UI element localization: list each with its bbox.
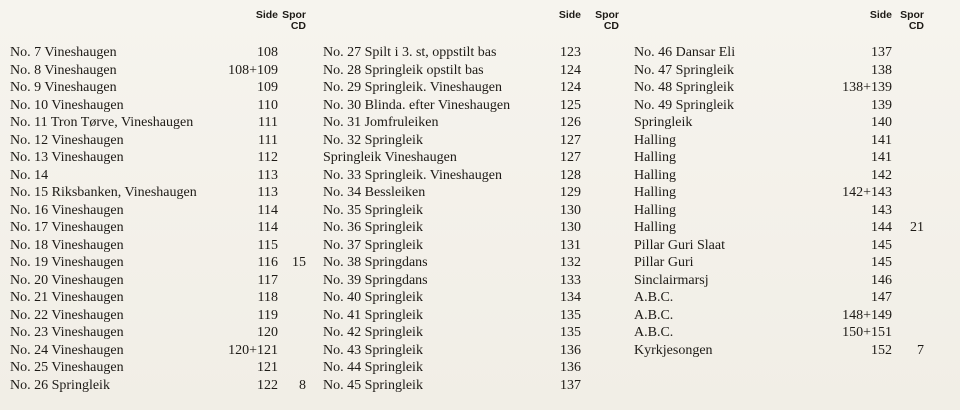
page-number: 125 [560, 97, 581, 113]
page-number: 134 [560, 290, 581, 305]
index-row [634, 167, 944, 185]
index-rows [323, 44, 633, 394]
index-row [10, 184, 320, 202]
side-header: Side [869, 9, 892, 21]
index-row [634, 44, 944, 62]
page-number: 138 [871, 62, 892, 78]
page-number: 127 [560, 150, 581, 165]
tune-title: No. 21 Vineshaugen [10, 290, 124, 305]
tune-title: Halling [634, 185, 676, 200]
index-row [323, 132, 633, 150]
index-row [323, 167, 633, 185]
tune-title: No. 23 Vineshaugen [10, 325, 124, 340]
page-number: 129 [560, 185, 581, 200]
page-number: 124 [560, 62, 581, 78]
page-number: 142+143 [842, 185, 892, 200]
tune-title: No. 42 Springleik [323, 325, 423, 340]
page-number: 127 [560, 132, 581, 148]
page-number: 146 [871, 272, 892, 288]
page-number: 123 [560, 45, 581, 60]
page-number: 114 [257, 220, 278, 235]
tune-title: No. 34 Bessleiken [323, 185, 426, 200]
page-number: 108 [257, 45, 278, 60]
page-number: 140 [871, 115, 892, 130]
page-number: 145 [871, 255, 892, 270]
tune-title: No. 27 Spilt i 3. st, oppstilt bas [323, 45, 497, 60]
index-row [10, 324, 320, 342]
index-row [10, 237, 320, 255]
index-row [634, 307, 944, 325]
page-number: 128 [560, 167, 581, 183]
page-number: 110 [257, 97, 278, 113]
cd-track-number: 15 [292, 255, 306, 270]
tune-title: No. 13 Vineshaugen [10, 150, 124, 165]
page-number: 144 [871, 220, 892, 235]
index-row [323, 202, 633, 220]
tune-title: Sinclairmarsj [634, 272, 709, 288]
side-header: Side [255, 9, 278, 21]
index-row [634, 237, 944, 255]
page-number: 112 [257, 150, 278, 165]
index-row [634, 149, 944, 167]
side-header: Side [558, 9, 581, 21]
tune-title: No. 17 Vineshaugen [10, 220, 124, 235]
index-row [323, 254, 633, 272]
index-row [323, 272, 633, 290]
index-row [634, 289, 944, 307]
index-row [634, 132, 944, 150]
index-row [323, 342, 633, 360]
tune-title: No. 49 Springleik [634, 97, 734, 113]
index-row [634, 219, 944, 237]
index-row [323, 237, 633, 255]
tune-title: No. 36 Springleik [323, 220, 423, 235]
index-row [323, 62, 633, 80]
index-row [10, 132, 320, 150]
page-number: 148+149 [842, 307, 892, 323]
index-row [10, 44, 320, 62]
column-header [634, 10, 944, 38]
tune-title: No. 25 Vineshaugen [10, 360, 124, 375]
index-row [323, 149, 633, 167]
page-number: 132 [560, 255, 581, 270]
index-row [634, 324, 944, 342]
tune-title: No. 22 Vineshaugen [10, 307, 124, 323]
index-row [634, 114, 944, 132]
index-row [10, 307, 320, 325]
tune-title: No. 10 Vineshaugen [10, 97, 124, 113]
page-number: 143 [871, 202, 892, 218]
page-number: 122 [257, 377, 278, 393]
tune-title: No. 12 Vineshaugen [10, 132, 124, 148]
tune-title: A.B.C. [634, 290, 674, 305]
index-row [10, 219, 320, 237]
tune-title: Halling [634, 202, 676, 218]
index-row [634, 184, 944, 202]
spor-cd-header: Spor CD [282, 9, 306, 32]
tune-title: Pillar Guri Slaat [634, 237, 725, 253]
page-number: 121 [257, 360, 278, 375]
index-row [323, 184, 633, 202]
index-row [10, 342, 320, 360]
index-row [323, 289, 633, 307]
tune-title: No. 28 Springleik opstilt bas [323, 62, 484, 78]
page-number: 126 [560, 115, 581, 130]
index-row [323, 114, 633, 132]
tune-title: No. 39 Springdans [323, 272, 428, 288]
index-row [10, 272, 320, 290]
page-number: 130 [560, 202, 581, 218]
column-header [323, 10, 633, 38]
tune-title: Springleik Vineshaugen [323, 150, 457, 165]
tune-title: A.B.C. [634, 325, 674, 340]
tune-title: No. 29 Springleik. Vineshaugen [323, 80, 502, 95]
tune-title: No. 31 Jomfruleiken [323, 115, 439, 130]
page-number: 139 [871, 97, 892, 113]
tune-title: No. 24 Vineshaugen [10, 342, 124, 358]
tune-title: No. 30 Blinda. efter Vineshaugen [323, 97, 511, 113]
page-number: 111 [258, 132, 278, 148]
index-row [323, 359, 633, 377]
tune-title: No. 41 Springleik [323, 307, 423, 323]
tune-title: Halling [634, 167, 676, 183]
page-number: 137 [560, 377, 581, 393]
page-number: 116 [257, 255, 278, 270]
index-row [323, 97, 633, 115]
tune-title: No. 40 Springleik [323, 290, 423, 305]
page-number: 141 [871, 150, 892, 165]
page-number: 138+139 [842, 80, 892, 95]
tune-title: No. 26 Springleik [10, 377, 110, 393]
index-row [634, 342, 944, 360]
index-row [634, 272, 944, 290]
cd-track-number: 21 [910, 220, 924, 235]
page-number: 136 [560, 342, 581, 358]
page-number: 131 [560, 237, 581, 253]
cd-track-number: 8 [299, 377, 306, 393]
page-number: 130 [560, 220, 581, 235]
index-row [10, 149, 320, 167]
tune-title: Pillar Guri [634, 255, 694, 270]
page-number: 111 [258, 115, 278, 130]
index-row [634, 202, 944, 220]
spor-cd-header: Spor CD [900, 9, 924, 32]
tune-title: No. 47 Springleik [634, 62, 734, 78]
tune-title: No. 7 Vineshaugen [10, 45, 117, 60]
index-row [323, 324, 633, 342]
page-number: 117 [257, 272, 278, 288]
page-number: 133 [560, 272, 581, 288]
index-row [323, 377, 633, 395]
index-rows [10, 44, 320, 394]
page-number: 118 [257, 290, 278, 305]
page-number: 141 [871, 132, 892, 148]
page-number: 120+121 [228, 342, 278, 358]
index-row [10, 62, 320, 80]
tune-title: Halling [634, 132, 676, 148]
tune-title: Halling [634, 150, 676, 165]
index-row [323, 44, 633, 62]
index-row [323, 79, 633, 97]
page-number: 114 [257, 202, 278, 218]
tune-title: No. 46 Dansar Eli [634, 45, 736, 60]
tune-title: Springleik [634, 115, 693, 130]
tune-title: No. 9 Vineshaugen [10, 80, 117, 95]
tune-title: No. 48 Springleik [634, 80, 734, 95]
index-row [10, 202, 320, 220]
tune-title: No. 8 Vineshaugen [10, 62, 117, 78]
tune-title: No. 44 Springleik [323, 360, 423, 375]
index-row [10, 97, 320, 115]
index-row [634, 62, 944, 80]
page-number: 113 [257, 167, 278, 183]
tune-title: No. 19 Vineshaugen [10, 255, 124, 270]
index-row [10, 377, 320, 395]
tune-title: No. 37 Springleik [323, 237, 423, 253]
page-number: 142 [871, 167, 892, 183]
page-number: 120 [257, 325, 278, 340]
tune-title: No. 20 Vineshaugen [10, 272, 124, 288]
tune-title: A.B.C. [634, 307, 674, 323]
page-number: 145 [871, 237, 892, 253]
tune-title: No. 18 Vineshaugen [10, 237, 124, 253]
tune-title: No. 14 [10, 167, 49, 183]
index-rows [634, 44, 944, 359]
tune-title: No. 38 Springdans [323, 255, 428, 270]
page-number: 119 [257, 307, 278, 323]
tune-title: No. 33 Springleik. Vineshaugen [323, 167, 502, 183]
tune-title: No. 11 Tron Tørve, Vineshaugen [10, 115, 194, 130]
index-row [10, 289, 320, 307]
column-header [10, 10, 320, 38]
tune-title: Halling [634, 220, 676, 235]
page-number: 147 [871, 290, 892, 305]
tune-title: No. 15 Riksbanken, Vineshaugen [10, 185, 197, 200]
index-row [634, 254, 944, 272]
spor-cd-header: Spor CD [595, 9, 619, 32]
index-row [10, 254, 320, 272]
page-number: 109 [257, 80, 278, 95]
index-row [10, 79, 320, 97]
index-row [323, 307, 633, 325]
index-row [323, 219, 633, 237]
page-number: 152 [871, 342, 892, 358]
page-number: 108+109 [228, 62, 278, 78]
page-number: 135 [560, 325, 581, 340]
page-number: 135 [560, 307, 581, 323]
tune-title: No. 43 Springleik [323, 342, 423, 358]
tune-title: No. 32 Springleik [323, 132, 423, 148]
tune-title: No. 16 Vineshaugen [10, 202, 124, 218]
tune-title: Kyrkjesongen [634, 342, 713, 358]
page-number: 124 [560, 80, 581, 95]
page-number: 150+151 [842, 325, 892, 340]
index-row [10, 114, 320, 132]
cd-track-number: 7 [917, 342, 924, 358]
index-row [10, 167, 320, 185]
index-row [10, 359, 320, 377]
page-number: 115 [257, 237, 278, 253]
index-row [634, 79, 944, 97]
page-number: 137 [871, 45, 892, 60]
page-number: 113 [257, 185, 278, 200]
tune-title: No. 45 Springleik [323, 377, 423, 393]
tune-title: No. 35 Springleik [323, 202, 423, 218]
page-number: 136 [560, 360, 581, 375]
index-row [634, 97, 944, 115]
